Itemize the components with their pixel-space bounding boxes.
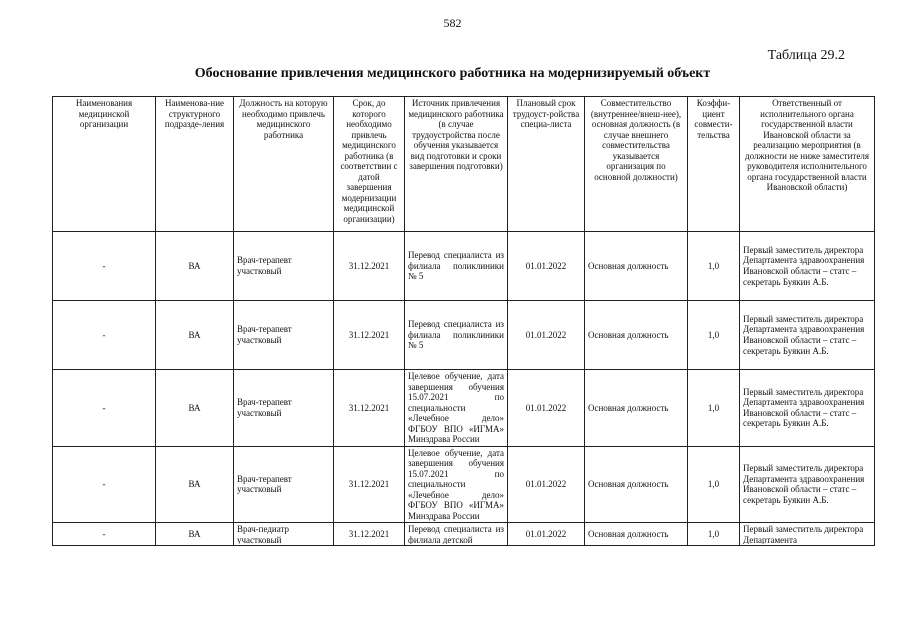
cell-combination: Основная должность: [585, 301, 688, 370]
cell-responsible: Первый заместитель директора Департамента здравоохранения Ивановской области – статс – секретарь Буякин А.Б.: [740, 232, 875, 301]
table-row: [53, 446, 875, 523]
header-cell: Наименова-ние структурного подразде-ления: [156, 97, 234, 232]
cell-combination: Основная должность: [585, 446, 688, 523]
table-row: [53, 370, 875, 447]
cell-unit: ВА: [156, 523, 234, 546]
header-cell: Ответственный от исполнительного органа государственной власти Ивановской области за реализацию мероприятия (в должности не ниже заместителя руководителя исполнительного органа государственной власти Ивановской области): [740, 97, 875, 232]
cell-responsible: Первый заместитель директора Департамента здравоохранения Ивановской области – статс – секретарь Буякин А.Б.: [740, 370, 875, 447]
header-cell: Срок, до которого необходимо привлечь медицинского работника (в соответствии с датой завершения модернизации медицинской организации): [334, 97, 405, 232]
cell-organization: -: [53, 232, 156, 301]
cell-unit: ВА: [156, 446, 234, 523]
cell-responsible: Первый заместитель директора Департамента здравоохранения Ивановской области – статс – секретарь Буякин А.Б.: [740, 301, 875, 370]
cell-deadline: 31.12.2021: [334, 446, 405, 523]
cell-deadline: 31.12.2021: [334, 370, 405, 447]
cell-organization: -: [53, 523, 156, 546]
table-header-row: [53, 97, 875, 232]
cell-combination: Основная должность: [585, 232, 688, 301]
header-cell: Наименования медицинской организации: [53, 97, 156, 232]
cell-source: Целевое обучение, дата завершения обучения 15.07.2021 по специальности «Лечебное дело» ФГБОУ ВПО «ИГМА» Минздрава России: [405, 370, 508, 447]
cell-responsible: Первый заместитель директора Департамента здравоохранения Ивановской области – статс – секретарь Буякин А.Б.: [740, 446, 875, 523]
cell-organization: -: [53, 370, 156, 447]
cell-position: Врач-терапевт участковый: [234, 370, 334, 447]
header-cell: Источник привлечения медицинского работника (в случае трудоустройства после обучения указывается вид подготовки и сроки завершения подготовки): [405, 97, 508, 232]
table-row: [53, 232, 875, 301]
cell-unit: ВА: [156, 370, 234, 447]
cell-source: Перевод специалиста из филиала детской: [405, 523, 508, 546]
cell-source: Перевод специалиста из филиала поликлиники № 5: [405, 232, 508, 301]
cell-source: Целевое обучение, дата завершения обучения 15.07.2021 по специальности «Лечебное дело» ФГБОУ ВПО «ИГМА» Минздрава России: [405, 446, 508, 523]
cell-coefficient: 1,0: [688, 232, 740, 301]
cell-combination: Основная должность: [585, 523, 688, 546]
table-row: [53, 523, 875, 546]
header-cell: Плановый срок трудоуст-ройства специа-листа: [508, 97, 585, 232]
cell-planned-date: 01.01.2022: [508, 446, 585, 523]
header-cell: Совместительство (внутреннее/внеш-нее), основная должность (в случае внешнего совместительства указывается организация по основной должности): [585, 97, 688, 232]
cell-responsible: Первый заместитель директора Департамента: [740, 523, 875, 546]
cell-coefficient: 1,0: [688, 446, 740, 523]
document-title: Обоснование привлечения медицинского работника на модернизируемый объект: [194, 66, 711, 81]
cell-coefficient: 1,0: [688, 523, 740, 546]
cell-deadline: 31.12.2021: [334, 301, 405, 370]
header-cell: Должность на которую необходимо привлечь медицинского работника: [234, 97, 334, 232]
cell-position: Врач-терапевт участковый: [234, 232, 334, 301]
cell-organization: -: [53, 301, 156, 370]
header-cell: Коэффи-циент совмести-тельства: [688, 97, 740, 232]
cell-planned-date: 01.01.2022: [508, 301, 585, 370]
cell-planned-date: 01.01.2022: [508, 523, 585, 546]
cell-position: Врач-терапевт участковый: [234, 301, 334, 370]
cell-deadline: 31.12.2021: [334, 232, 405, 301]
cell-unit: ВА: [156, 232, 234, 301]
cell-source: Перевод специалиста из филиала поликлиники № 5: [405, 301, 508, 370]
cell-deadline: 31.12.2021: [334, 523, 405, 546]
cell-coefficient: 1,0: [688, 301, 740, 370]
cell-position: Врач-педиатр участковый: [234, 523, 334, 546]
cell-organization: -: [53, 446, 156, 523]
cell-combination: Основная должность: [585, 370, 688, 447]
cell-planned-date: 01.01.2022: [508, 370, 585, 447]
cell-position: Врач-терапевт участковый: [234, 446, 334, 523]
cell-coefficient: 1,0: [688, 370, 740, 447]
table-label: Таблица 29.2: [767, 48, 845, 63]
page-number: 582: [443, 16, 462, 30]
table-row: [53, 301, 875, 370]
cell-planned-date: 01.01.2022: [508, 232, 585, 301]
justification-table: [52, 96, 875, 546]
cell-unit: ВА: [156, 301, 234, 370]
